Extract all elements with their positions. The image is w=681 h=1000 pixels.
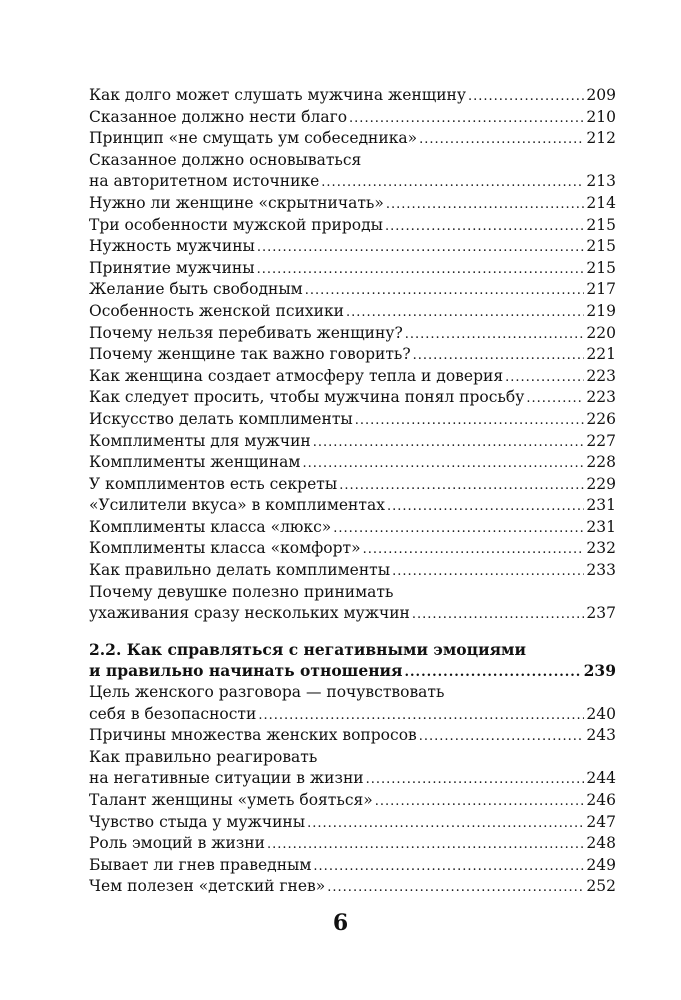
toc-entry-line: [89, 855, 616, 877]
toc-entry-line: [89, 725, 616, 747]
toc-entry: [89, 258, 616, 280]
toc-entry-line: [89, 603, 616, 625]
toc-entry-line: [89, 409, 616, 431]
toc-entry: [89, 833, 616, 855]
dot-leader: [366, 769, 585, 791]
dot-leader: [387, 496, 584, 518]
toc-entry-title: себя в безопасности: [89, 704, 257, 723]
toc-entry: [89, 812, 616, 834]
toc-page-number: 231: [586, 517, 616, 536]
toc-page-number: 213: [586, 172, 616, 191]
toc-entry-line: [89, 682, 616, 704]
toc-page-number: 240: [586, 704, 616, 723]
toc-entry-line: [89, 639, 616, 661]
toc-entry-line: [89, 747, 616, 769]
toc-entry-line: [89, 258, 616, 280]
toc-entry-line: [89, 193, 616, 215]
dot-leader: [302, 453, 584, 475]
toc-entry-line: [89, 150, 616, 172]
toc-page-number: 232: [586, 539, 616, 558]
dot-leader: [386, 194, 585, 216]
dot-leader: [333, 518, 584, 540]
toc-entry-title: Цель женского разговора — почувствовать: [89, 683, 445, 702]
dot-leader: [468, 86, 584, 108]
dot-leader: [321, 172, 584, 194]
toc-page-number: 247: [586, 812, 616, 831]
table-of-contents: [89, 85, 616, 898]
toc-entry-title: Причины множества женских вопросов: [89, 726, 417, 745]
toc-entry: [89, 85, 616, 107]
toc-entry-line: [89, 768, 616, 790]
toc-entry: [89, 582, 616, 625]
toc-entry-line: [89, 301, 616, 323]
toc-entry-line: [89, 812, 616, 834]
toc-entry-title: Три особенности мужской природы: [89, 215, 383, 234]
dot-leader: [392, 561, 584, 583]
toc-entry-line: [89, 495, 616, 517]
toc-entry-title: Талант женщины «уметь бояться»: [89, 791, 373, 809]
dot-leader: [419, 726, 585, 748]
toc-entry: [89, 107, 616, 129]
toc-page-number: 210: [586, 107, 616, 126]
toc-entry: [89, 236, 616, 258]
toc-entry: [89, 855, 616, 877]
toc-entry-title: Чем полезен «детский гнев»: [89, 877, 326, 896]
dot-leader: [355, 410, 585, 432]
toc-entry-title: «Усилители вкуса» в комплиментах: [89, 496, 385, 515]
toc-entry: [89, 279, 616, 301]
dot-leader: [313, 856, 584, 878]
toc-entry: [89, 876, 616, 898]
toc-page-number: 215: [586, 237, 616, 256]
toc-list-part-2: [89, 682, 616, 898]
toc-entry: [89, 366, 616, 388]
toc-entry: [89, 517, 616, 539]
toc-entry-line: [89, 538, 616, 560]
toc-page-number: 219: [586, 301, 616, 320]
toc-entry: [89, 538, 616, 560]
toc-entry-line: [89, 215, 616, 237]
toc-page-number: 223: [586, 388, 616, 407]
toc-entry-line: [89, 366, 616, 388]
toc-entry-title: Как женщина создает атмосферу тепла и доверия: [89, 366, 504, 385]
toc-page-number: 246: [586, 791, 616, 809]
toc-page-number: 244: [586, 769, 616, 788]
toc-entry: [89, 150, 616, 193]
toc-entry-line: [89, 85, 616, 107]
dot-leader: [505, 367, 584, 389]
toc-entry-line: [89, 876, 616, 898]
toc-entry-line: [89, 790, 616, 812]
toc-entry-title: Принцип «не смущать ум собеседника»: [89, 129, 418, 148]
toc-page-number: 209: [586, 86, 616, 104]
dot-leader: [339, 475, 584, 497]
toc-entry: [89, 344, 616, 366]
page-number: 6: [332, 910, 349, 936]
toc-entry-title: Как правильно делать комплименты: [89, 561, 391, 580]
toc-page-number: 252: [586, 877, 616, 896]
dot-leader: [413, 345, 585, 367]
toc-entry-title: Комплименты класса «люкс»: [89, 517, 332, 536]
toc-entry: [89, 495, 616, 517]
toc-page-number: 243: [586, 726, 616, 745]
toc-entry-title: Принятие мужчины: [89, 258, 255, 277]
dot-leader: [327, 877, 584, 899]
toc-page-number: 220: [586, 323, 616, 342]
toc-entry: [89, 682, 616, 725]
toc-entry-title: Как следует просить, чтобы мужчина понял просьбу: [89, 388, 525, 407]
toc-entry-line: [89, 107, 616, 129]
toc-entry-line: [89, 323, 616, 345]
toc-entry-title: У комплиментов есть секреты: [89, 474, 338, 493]
toc-entry-title: Искусство делать комплименты: [89, 409, 353, 428]
toc-entry-title: Особенность женской психики: [89, 301, 344, 320]
toc-entry-title: ухаживания сразу нескольких мужчин: [89, 604, 410, 623]
toc-entry: [89, 409, 616, 431]
dot-leader: [258, 705, 584, 727]
dot-leader: [349, 108, 584, 130]
toc-page-number: 249: [586, 855, 616, 874]
toc-entry: [89, 747, 616, 790]
toc-entry-title: Сказанное должно основываться: [89, 150, 362, 169]
toc-page-number: 215: [586, 215, 616, 234]
toc-entry: [89, 215, 616, 237]
toc-page-number: 231: [586, 496, 616, 515]
toc-page-number: 223: [586, 366, 616, 385]
toc-entry-title: Нужность мужчины: [89, 237, 255, 256]
dot-leader: [346, 302, 584, 324]
toc-entry-line: [89, 833, 616, 855]
toc-entry: [89, 387, 616, 409]
toc-entry-line: [89, 171, 616, 193]
dot-leader: [412, 604, 585, 626]
toc-entry: [89, 323, 616, 345]
toc-entry-title: на авторитетном источнике: [89, 172, 320, 191]
toc-entry: [89, 452, 616, 474]
dot-leader: [375, 791, 585, 813]
toc-entry-title: Сказанное должно нести благо: [89, 107, 348, 126]
toc-entry-title: Почему нельзя перебивать женщину?: [89, 323, 403, 342]
toc-entry-title: Комплименты женщинам: [89, 453, 301, 472]
toc-entry: [89, 193, 616, 215]
toc-page-number: 248: [586, 834, 616, 853]
toc-entry-title: Комплименты для мужчин: [89, 431, 311, 450]
toc-entry: [89, 474, 616, 496]
toc-entry-line: [89, 279, 616, 301]
toc-entry-title: Почему женщине так важно говорить?: [89, 345, 411, 364]
dot-leader: [405, 662, 582, 684]
toc-entry: [89, 301, 616, 323]
toc-entry: [89, 790, 616, 812]
toc-entry-line: [89, 236, 616, 258]
toc-entry-line: [89, 474, 616, 496]
dot-leader: [405, 324, 585, 346]
dot-leader: [385, 216, 584, 238]
toc-list-part-1: [89, 85, 616, 625]
toc-entry-line: [89, 582, 616, 604]
toc-entry-line: [89, 517, 616, 539]
toc-entry-title: Бывает ли гнев праведным: [89, 855, 312, 874]
toc-entry: [89, 560, 616, 582]
toc-page-number: 229: [586, 474, 616, 493]
toc-entry-line: [89, 128, 616, 150]
toc-page-number: 239: [583, 661, 616, 681]
toc-page-number: 212: [586, 129, 616, 148]
toc-entry-title: Чувство стыда у мужчины: [89, 812, 306, 831]
toc-entry-title: Комплименты класса «комфорт»: [89, 539, 361, 558]
toc-entry-line: [89, 560, 616, 582]
toc-page-number: 226: [586, 409, 616, 428]
toc-entry: [89, 431, 616, 453]
toc-entry-title: Нужно ли женщине «скрытничать»: [89, 193, 384, 212]
toc-page-number: 233: [586, 561, 616, 580]
toc-entry: [89, 128, 616, 150]
toc-entry-title: Как долго может слушать мужчина женщину: [89, 86, 466, 104]
toc-entry-title: и правильно начинать отношения: [89, 661, 403, 681]
dot-leader: [526, 388, 584, 410]
toc-page-number: 221: [586, 345, 616, 364]
toc-entry-title: на негативные ситуации в жизни: [89, 769, 364, 788]
toc-entry-line: [89, 387, 616, 409]
toc-entry-line: [89, 431, 616, 453]
toc-page-number: 217: [586, 280, 616, 299]
toc-section-heading: [89, 639, 616, 682]
toc-page-number: 228: [586, 453, 616, 472]
toc-page-number: 214: [586, 193, 616, 212]
toc-entry-line: [89, 660, 616, 682]
dot-leader: [313, 432, 585, 454]
toc-page-number: 237: [586, 604, 616, 623]
dot-leader: [363, 539, 585, 561]
toc-page-number: 215: [586, 258, 616, 277]
dot-leader: [307, 813, 584, 835]
toc-entry-title: Роль эмоций в жизни: [89, 834, 265, 853]
toc-entry-line: [89, 452, 616, 474]
dot-leader: [419, 129, 584, 151]
toc-entry-title: Как правильно реагировать: [89, 747, 318, 766]
toc-entry-title: 2.2. Как справляться с негативными эмоциями: [89, 639, 527, 659]
toc-entry-title: Желание быть свободным: [89, 280, 303, 299]
toc-entry-title: Почему девушке полезно принимать: [89, 582, 394, 601]
toc-entry: [89, 725, 616, 747]
toc-entry: [89, 639, 616, 682]
dot-leader: [257, 237, 585, 259]
toc-page-number: 227: [586, 431, 616, 450]
dot-leader: [305, 280, 585, 302]
toc-entry-line: [89, 344, 616, 366]
dot-leader: [257, 259, 585, 281]
dot-leader: [267, 834, 584, 856]
toc-entry-line: [89, 704, 616, 726]
